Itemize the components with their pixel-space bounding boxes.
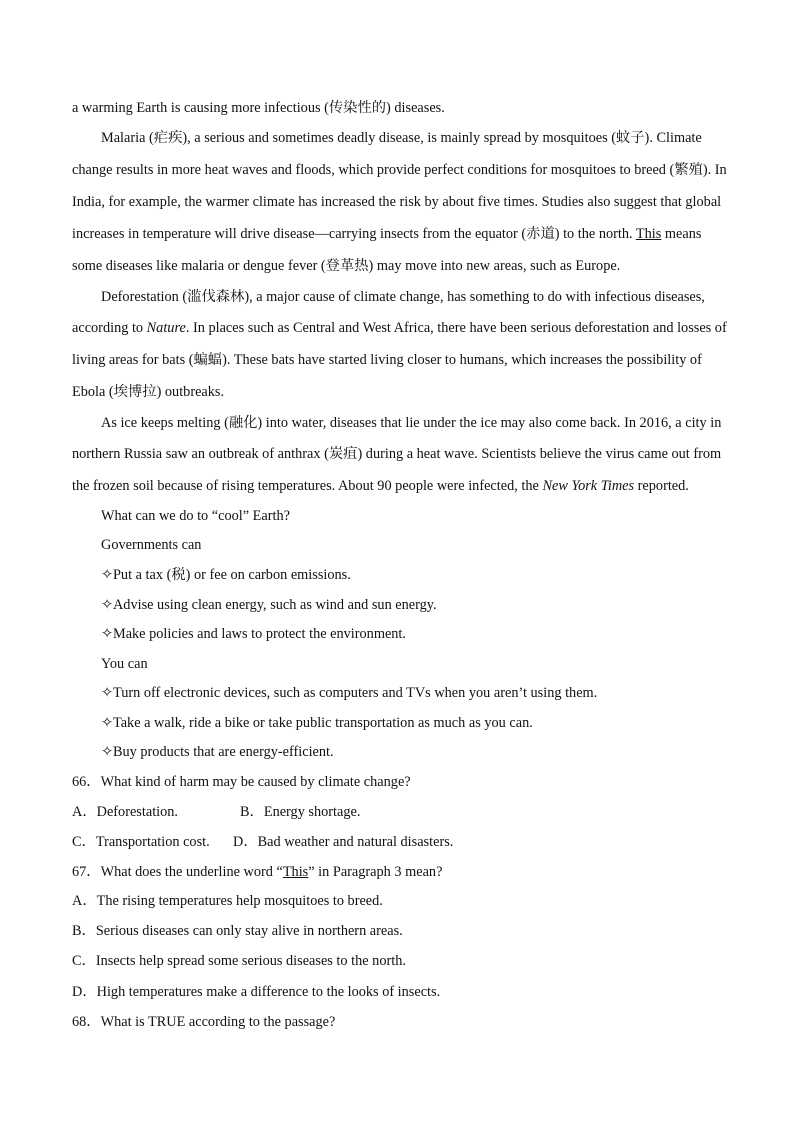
passage-line: Ebola (埃博拉) outbreaks. bbox=[72, 384, 225, 400]
passage-line: You can bbox=[101, 656, 148, 672]
italic-source-nyt: New York Times bbox=[542, 478, 635, 494]
question-66-option-a: A．Deforestation. bbox=[72, 804, 179, 820]
passage-text: according to bbox=[72, 320, 144, 336]
question-67-option-c: C．Insects help spread some serious diseases to the north. bbox=[72, 953, 406, 969]
question-66-option-b: B．Energy shortage. bbox=[240, 804, 361, 820]
question-text: ” in Paragraph 3 mean? bbox=[308, 864, 443, 880]
passage-line bbox=[72, 319, 727, 337]
bullet-item: ✧Advise using clean energy, such as wind and sun energy. bbox=[101, 597, 437, 613]
question-66-option-c: C．Transportation cost. bbox=[72, 834, 210, 850]
bullet-item: ✧Make policies and laws to protect the environment. bbox=[101, 626, 406, 642]
passage-line: Malaria (疟疾), a serious and sometimes deadly disease, is mainly spread by mosquitoes (蚊子). Climate bbox=[101, 130, 702, 146]
bullet-item: ✧Take a walk, ride a bike or take public transportation as much as you can. bbox=[101, 715, 533, 731]
passage-line: a warming Earth is causing more infectious (传染性的) diseases. bbox=[72, 100, 445, 116]
question-67-stem bbox=[72, 863, 442, 881]
question-text: 67．What does the underline word “ bbox=[72, 864, 283, 880]
passage-text: increases in temperature will drive disease—carrying insects from the equator (赤道) to the north. bbox=[72, 226, 633, 242]
passage-line: change results in more heat waves and floods, which provide perfect conditions for mosquitoes to breed (繁殖). In bbox=[72, 162, 727, 178]
question-67-option-b: B．Serious diseases can only stay alive in northern areas. bbox=[72, 923, 403, 939]
passage-line: Governments can bbox=[101, 537, 202, 553]
question-67-option-d: D．High temperatures make a difference to the looks of insects. bbox=[72, 984, 441, 1000]
question-67-option-a: A．The rising temperatures help mosquitoes to breed. bbox=[72, 893, 383, 909]
passage-text: means bbox=[664, 226, 702, 242]
passage-line: living areas for bats (蝙蝠). These bats have started living closer to humans, which increases the possibility of bbox=[72, 352, 702, 368]
passage-text: reported. bbox=[637, 478, 689, 494]
passage-line: some diseases like malaria or dengue fever (登革热) may move into new areas, such as Europe. bbox=[72, 258, 621, 274]
bullet-item: ✧Turn off electronic devices, such as computers and TVs when you aren’t using them. bbox=[101, 685, 598, 701]
underlined-word-this: This bbox=[282, 864, 309, 880]
passage-line: What can we do to “cool” Earth? bbox=[101, 508, 290, 524]
italic-source-nature: Nature bbox=[146, 320, 186, 336]
passage-line: As ice keeps melting (融化) into water, diseases that lie under the ice may also come back. In 2016, a city in bbox=[101, 415, 722, 431]
question-66-option-d: D．Bad weather and natural disasters. bbox=[233, 834, 454, 850]
underlined-word-this: This bbox=[635, 226, 662, 242]
bullet-item: ✧Put a tax (税) or fee on carbon emissions. bbox=[101, 567, 351, 583]
passage-line bbox=[72, 477, 689, 495]
passage-line: northern Russia saw an outbreak of anthrax (炭疽) during a heat wave. Scientists believe the virus came out from bbox=[72, 446, 722, 462]
bullet-item: ✧Buy products that are energy-efficient. bbox=[101, 744, 334, 760]
passage-line: India, for example, the warmer climate has increased the risk by about five times. Studies also suggest that global bbox=[72, 194, 722, 210]
question-66-stem: 66．What kind of harm may be caused by climate change? bbox=[72, 774, 411, 790]
passage-text: the frozen soil because of rising temperatures. About 90 people were infected, the bbox=[72, 478, 539, 494]
passage-line bbox=[72, 225, 701, 243]
question-68-stem: 68．What is TRUE according to the passage? bbox=[72, 1014, 336, 1030]
passage-line: Deforestation (滥伐森林), a major cause of climate change, has something to do with infectious diseases, bbox=[101, 289, 705, 305]
passage-text: . In places such as Central and West Africa, there have been serious deforestation and losses of bbox=[185, 320, 727, 336]
